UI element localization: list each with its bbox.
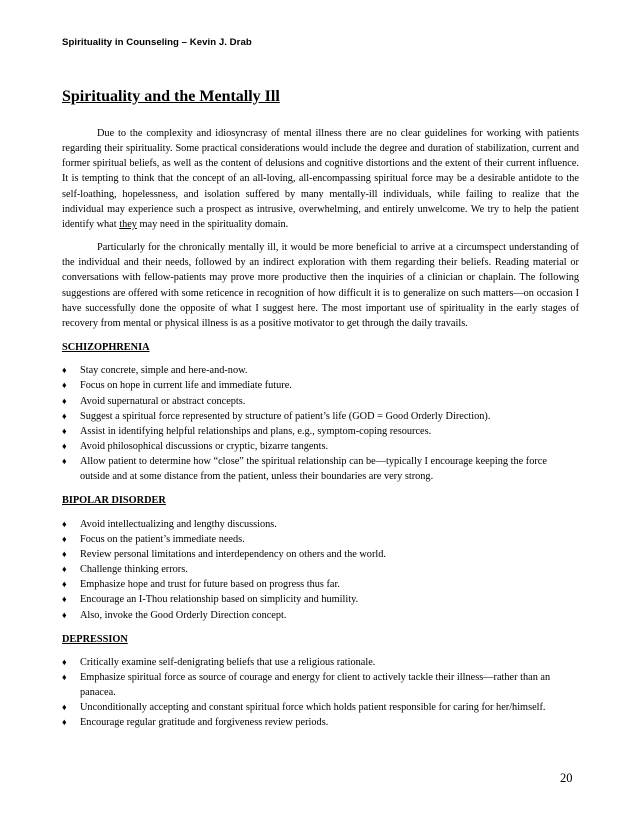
diamond-bullet-icon: ♦ — [62, 656, 67, 667]
list-item — [62, 670, 579, 700]
section-heading-bipolar-disorder: BIPOLAR DISORDER — [62, 495, 166, 507]
list-item-text: Also, invoke the Good Orderly Direction concept. — [80, 609, 287, 621]
list-item — [62, 592, 579, 607]
page-title: Spirituality and the Mentally Ill — [62, 88, 280, 105]
paragraph-1-text-a: Due to the complexity and idiosyncrasy of mental illness there are no clear guidelines for working with patients regarding their spirituality. Some practical considerations would include the degree and duration of stabilization, current and former spiritual beliefs, as well as the content of delusions and cognitive distortions and the extent of their current influence. It is tempting to think that the concept of an all-loving, all-encompassing spiritual force may be a desirable antidote to the self-loathing, hopelessness, and isolation suffered by many mentally-ill individuals, while failing to realize that the individual may experience such a prospect as intrusive, overwhelming, and entirely unwelcome. We try to help the patient identify what — [62, 128, 579, 230]
diamond-bullet-icon: ♦ — [62, 548, 67, 559]
list-item — [62, 700, 579, 715]
list-item-text: Suggest a spiritual force represented by structure of patient’s life (GOD = Good Orderly Direction). — [80, 410, 491, 422]
page-number: 20 — [560, 771, 573, 785]
list-item — [62, 577, 579, 592]
section-heading-schizophrenia: SCHIZOPHRENIA — [62, 342, 150, 354]
diamond-bullet-icon: ♦ — [62, 425, 67, 436]
body-content — [62, 126, 579, 731]
list-item — [62, 409, 579, 424]
list-item-text: Avoid philosophical discussions or cryptic, bizarre tangents. — [80, 440, 329, 452]
list-item — [62, 562, 579, 577]
list-item-text: Assist in identifying helpful relationships and plans, e.g., symptom-coping resources. — [80, 425, 432, 437]
diamond-bullet-icon: ♦ — [62, 609, 67, 620]
list-item-text: Avoid supernatural or abstract concepts. — [80, 395, 246, 407]
schizophrenia-list — [62, 363, 579, 484]
diamond-bullet-icon: ♦ — [62, 579, 67, 590]
diamond-bullet-icon: ♦ — [62, 365, 67, 376]
list-item — [62, 394, 579, 409]
list-item — [62, 715, 579, 730]
list-item-text: Emphasize spiritual force as source of courage and energy for client to actively tackle their illness—rather than an panacea. — [80, 672, 551, 699]
diamond-bullet-icon: ♦ — [62, 533, 67, 544]
paragraph-1 — [62, 126, 579, 232]
paragraph-2: Particularly for the chronically mentally ill, it would be more beneficial to arrive at a circumspect understanding of the individual and their needs, followed by an indirect exploration with them regarding their beliefs. Reading material or conversations with fellow-patients may prove more productive then the inquiries of a clinician or chaplain. The following suggestions are offered with some reticence in recognition of how difficult it is to generalize on such matters—on occasion I have successfully done the opposite of what I suggest here. The most important use of spirituality in the early stages of recovery from mental or physical illness is as a positive motivator to get through the daily travails. — [62, 242, 579, 329]
list-item — [62, 608, 579, 623]
list-item — [62, 454, 579, 484]
list-item-text: Avoid intellectualizing and lengthy discussions. — [80, 518, 277, 530]
running-header: Spirituality in Counseling – Kevin J. Drab — [62, 37, 252, 48]
bipolar-list — [62, 517, 579, 623]
list-item-text: Unconditionally accepting and constant spiritual force which holds patient responsible for caring for her/himself. — [80, 702, 546, 714]
diamond-bullet-icon: ♦ — [62, 380, 67, 391]
list-item — [62, 532, 579, 547]
list-item-text: Focus on the patient’s immediate needs. — [80, 533, 245, 545]
diamond-bullet-icon: ♦ — [62, 564, 67, 575]
list-item-text: Focus on hope in current life and immediate future. — [80, 380, 292, 392]
paragraph-1-emphasis: they — [119, 218, 137, 230]
paragraph-1-text-b: may need in the spirituality domain. — [136, 218, 289, 230]
section-heading-depression: DEPRESSION — [62, 633, 128, 645]
diamond-bullet-icon: ♦ — [62, 395, 67, 406]
diamond-bullet-icon: ♦ — [62, 440, 67, 451]
list-item-text: Stay concrete, simple and here-and-now. — [80, 365, 248, 377]
list-item-text: Allow patient to determine how “close” the spiritual relationship can be—typically I encourage keeping the force outside and at some distance from the patient, unless their boundaries are very strong. — [80, 456, 547, 483]
diamond-bullet-icon: ♦ — [62, 594, 67, 605]
list-item-text: Encourage regular gratitude and forgiveness review periods. — [80, 717, 329, 729]
list-item — [62, 424, 579, 439]
list-item — [62, 439, 579, 454]
list-item-text: Review personal limitations and interdependency on others and the world. — [80, 548, 386, 560]
diamond-bullet-icon: ♦ — [62, 672, 67, 682]
list-item — [62, 363, 579, 378]
diamond-bullet-icon: ♦ — [62, 518, 67, 529]
list-item-text: Challenge thinking errors. — [80, 564, 188, 576]
diamond-bullet-icon: ♦ — [62, 456, 67, 467]
depression-list — [62, 655, 579, 731]
diamond-bullet-icon: ♦ — [62, 410, 67, 421]
list-item-text: Critically examine self-denigrating beliefs that use a religious rationale. — [80, 656, 376, 668]
list-item-text: Emphasize hope and trust for future based on progress thus far. — [80, 579, 340, 591]
list-item — [62, 655, 579, 670]
list-item-text: Encourage an I-Thou relationship based on simplicity and humility. — [80, 594, 359, 606]
diamond-bullet-icon: ♦ — [62, 702, 67, 713]
list-item — [62, 378, 579, 393]
list-item — [62, 547, 579, 562]
list-item — [62, 517, 579, 532]
diamond-bullet-icon: ♦ — [62, 717, 67, 728]
